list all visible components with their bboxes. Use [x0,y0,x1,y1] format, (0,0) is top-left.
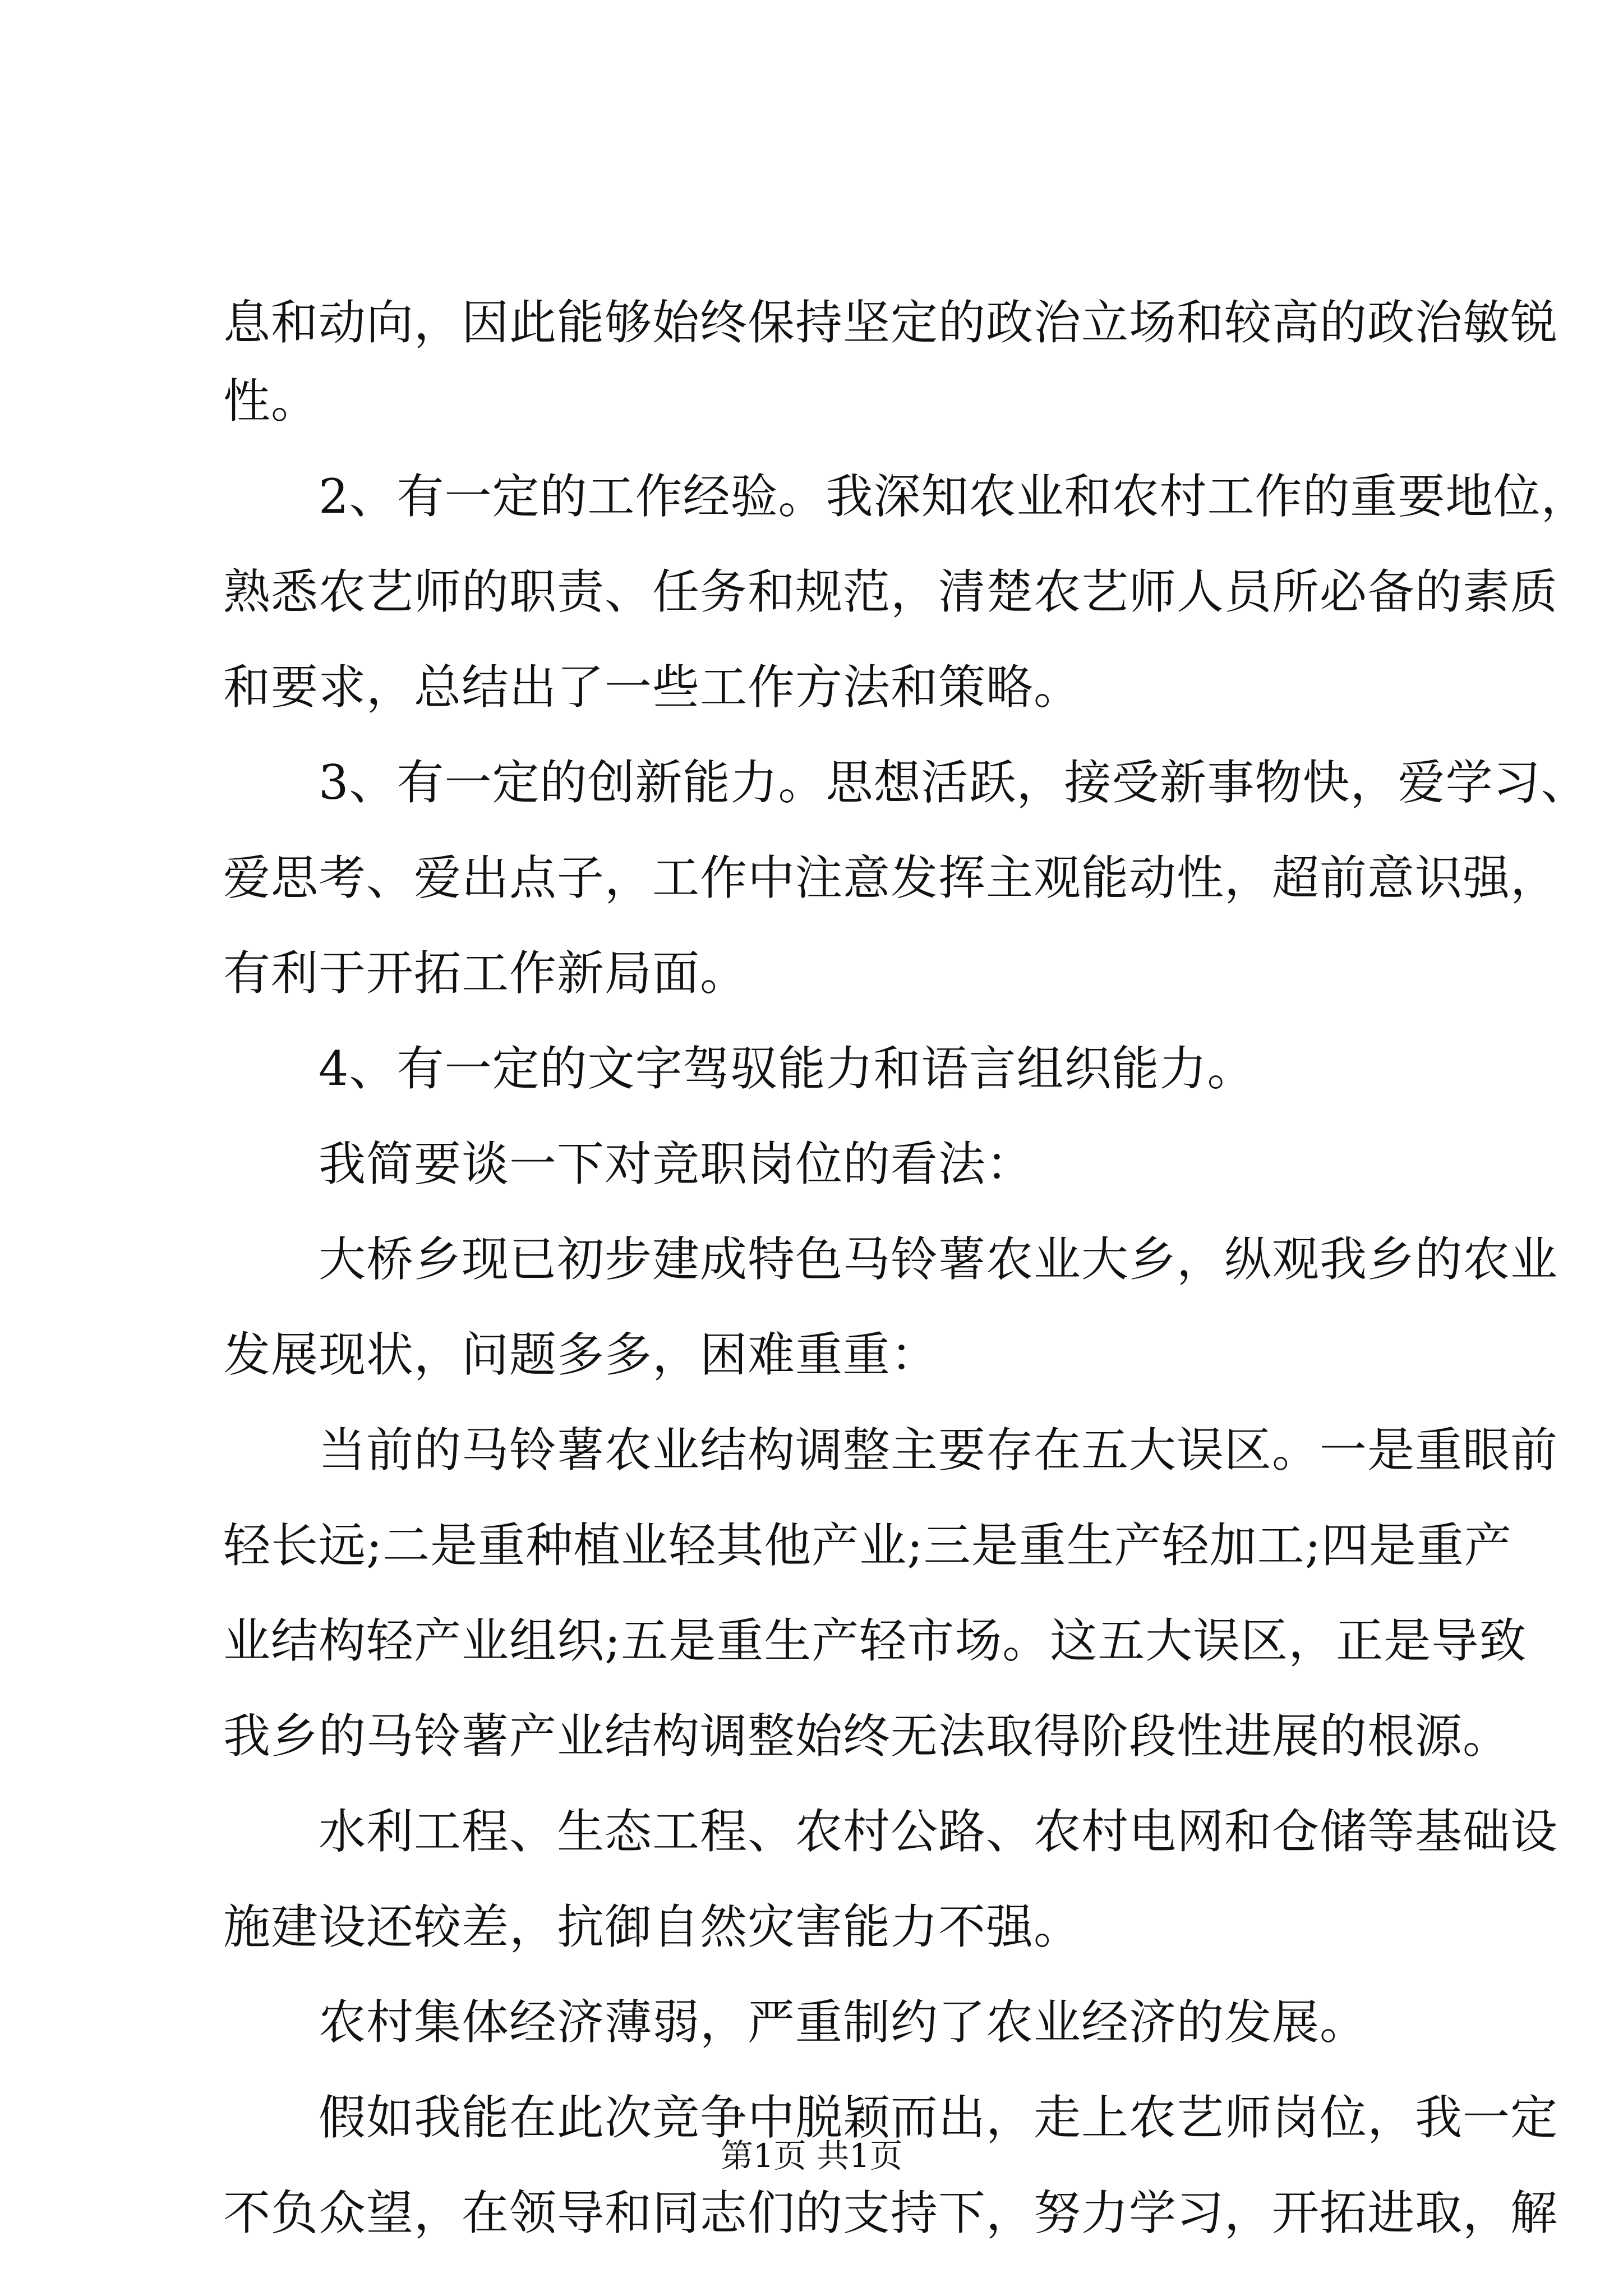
text-line: 不负众望，在领导和同志们的支持下，努力学习，开拓进取，解 [223,2185,1559,2240]
text-line: 爱思考、爱出点子，工作中注意发挥主观能动性，超前意识强， [223,850,1559,905]
text-line: 施建设还较差，抗御自然灾害能力不强。 [223,1899,1082,1954]
text-line: 有利于开拓工作新局面。 [223,946,748,1001]
text-line: 水利工程、生态工程、农村公路、农村电网和仓储等基础设 [319,1804,1559,1859]
text-line: 性。 [223,374,319,429]
text-line: 3、有一定的创新能力。思想活跃，接受新事物快，爱学习、 [319,755,1589,810]
text-line: 熟悉农艺师的职责、任务和规范，清楚农艺师人员所必备的素质 [223,564,1559,619]
text-line: 发展现状，问题多多，困难重重： [223,1327,939,1382]
page-footer: 第1页 共1页 [720,2137,903,2175]
text-line: 我简要谈一下对竞职岗位的看法： [319,1137,1034,1191]
text-line: 2、有一定的工作经验。我深知农业和农村工作的重要地位， [319,469,1589,524]
text-line: 轻长远;二是重种植业轻其他产业;三是重生产轻加工;四是重产 [223,1518,1512,1573]
text-line: 我乡的马铃薯产业结构调整始终无法取得阶段性进展的根源。 [223,1709,1511,1764]
text-line: 4、有一定的文字驾驭能力和语言组织能力。 [319,1041,1255,1096]
text-line: 大桥乡现已初步建成特色马铃薯农业大乡，纵观我乡的农业 [319,1232,1559,1287]
text-line: 业结构轻产业组织;五是重生产轻市场。这五大误区，正是导致 [223,1613,1527,1668]
text-line: 当前的马铃薯农业结构调整主要存在五大误区。一是重眼前 [319,1423,1559,1478]
text-line: 假如我能在此次竞争中脱颖而出，走上农艺师岗位，我一定 [319,2090,1559,2145]
text-line: 和要求，总结出了一些工作方法和策略。 [223,660,1082,715]
text-line: 农村集体经济薄弱，严重制约了农业经济的发展。 [319,1995,1368,2050]
text-line: 息和动向，因此能够始终保持坚定的政治立场和较高的政治敏锐 [223,295,1559,350]
